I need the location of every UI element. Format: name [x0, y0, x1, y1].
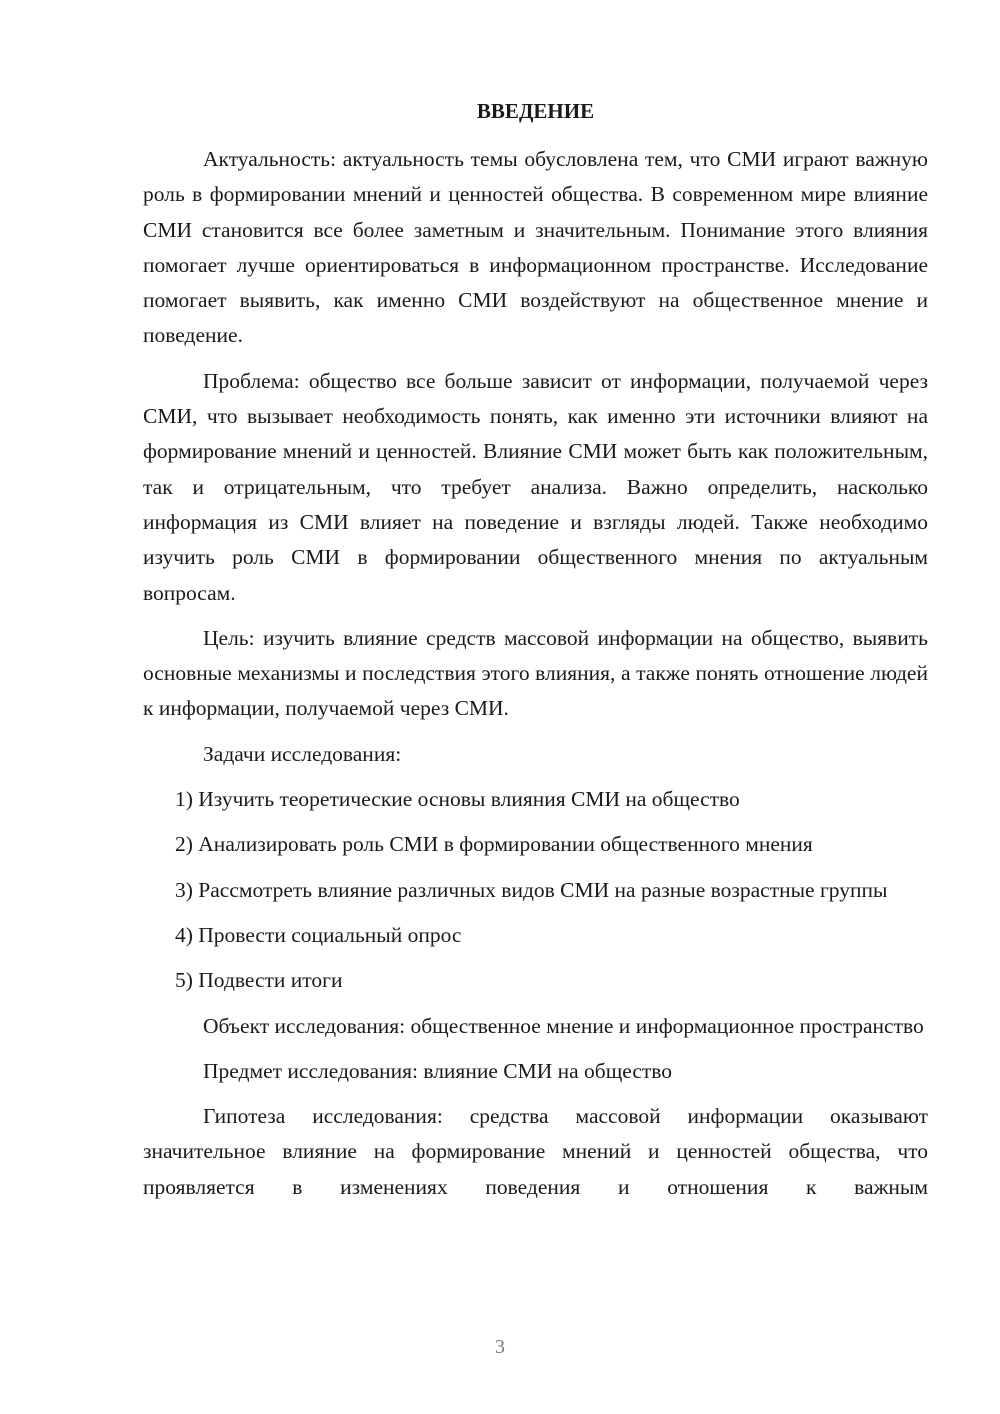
section-title: ВВЕДЕНИЕ	[476, 99, 595, 123]
paragraph-relevance: Актуальность: актуальность темы обусловлена тем, что СМИ играют важную роль в формировании мнений и ценностей общества. В современном мире влияние СМИ становится все более заметным и значительным. Понимание этого влияния помогает лучше ориентироваться в информационном пространстве. Исследование помогает выявить, как именно СМИ воздействуют на общественное мнение и поведение.	[143, 147, 928, 348]
paragraph-object: Объект исследования: общественное мнение и информационное пространство	[203, 1013, 924, 1038]
task-item-4: 4) Провести социальный опрос	[175, 922, 462, 947]
task-item-2: 2) Анализировать роль СМИ в формировании общественного мнения	[175, 832, 813, 857]
paragraph-subject: Предмет исследования: влияние СМИ на общество	[203, 1058, 673, 1083]
task-item-3: 3) Рассмотреть влияние различных видов СМИ на разные возрастные группы	[175, 877, 888, 902]
paragraph-hypothesis: Гипотеза исследования: средства массовой информации оказывают значительное влияние на формирование мнений и ценностей общества, что проявляется в изменениях поведения и отношения к важным	[143, 1104, 928, 1199]
page-number: 3	[495, 1336, 505, 1358]
paragraph-problem: Проблема: общество все больше зависит от информации, получаемой через СМИ, что вызывает необходимость понять, как именно эти источники влияют на формирование мнений и ценностей. Влияние СМИ может быть как положительным, так и отрицательным, что требует анализа. Важно определить, насколько информация из СМИ влияет на поведение и взгляды людей. Также необходимо изучить роль СМИ в формировании общественного мнения по актуальным вопросам.	[143, 368, 928, 605]
task-item-1: 1) Изучить теоретические основы влияния СМИ на общество	[175, 787, 740, 812]
paragraph-goal: Цель: изучить влияние средств массовой информации на общество, выявить основные механизмы и последствия этого влияния, а также понять отношение людей к информации, получаемой через СМИ.	[143, 625, 928, 721]
document-body	[143, 142, 928, 1215]
task-item-5: 5) Подвести итоги	[175, 968, 343, 993]
tasks-heading: Задачи исследования:	[203, 741, 402, 766]
